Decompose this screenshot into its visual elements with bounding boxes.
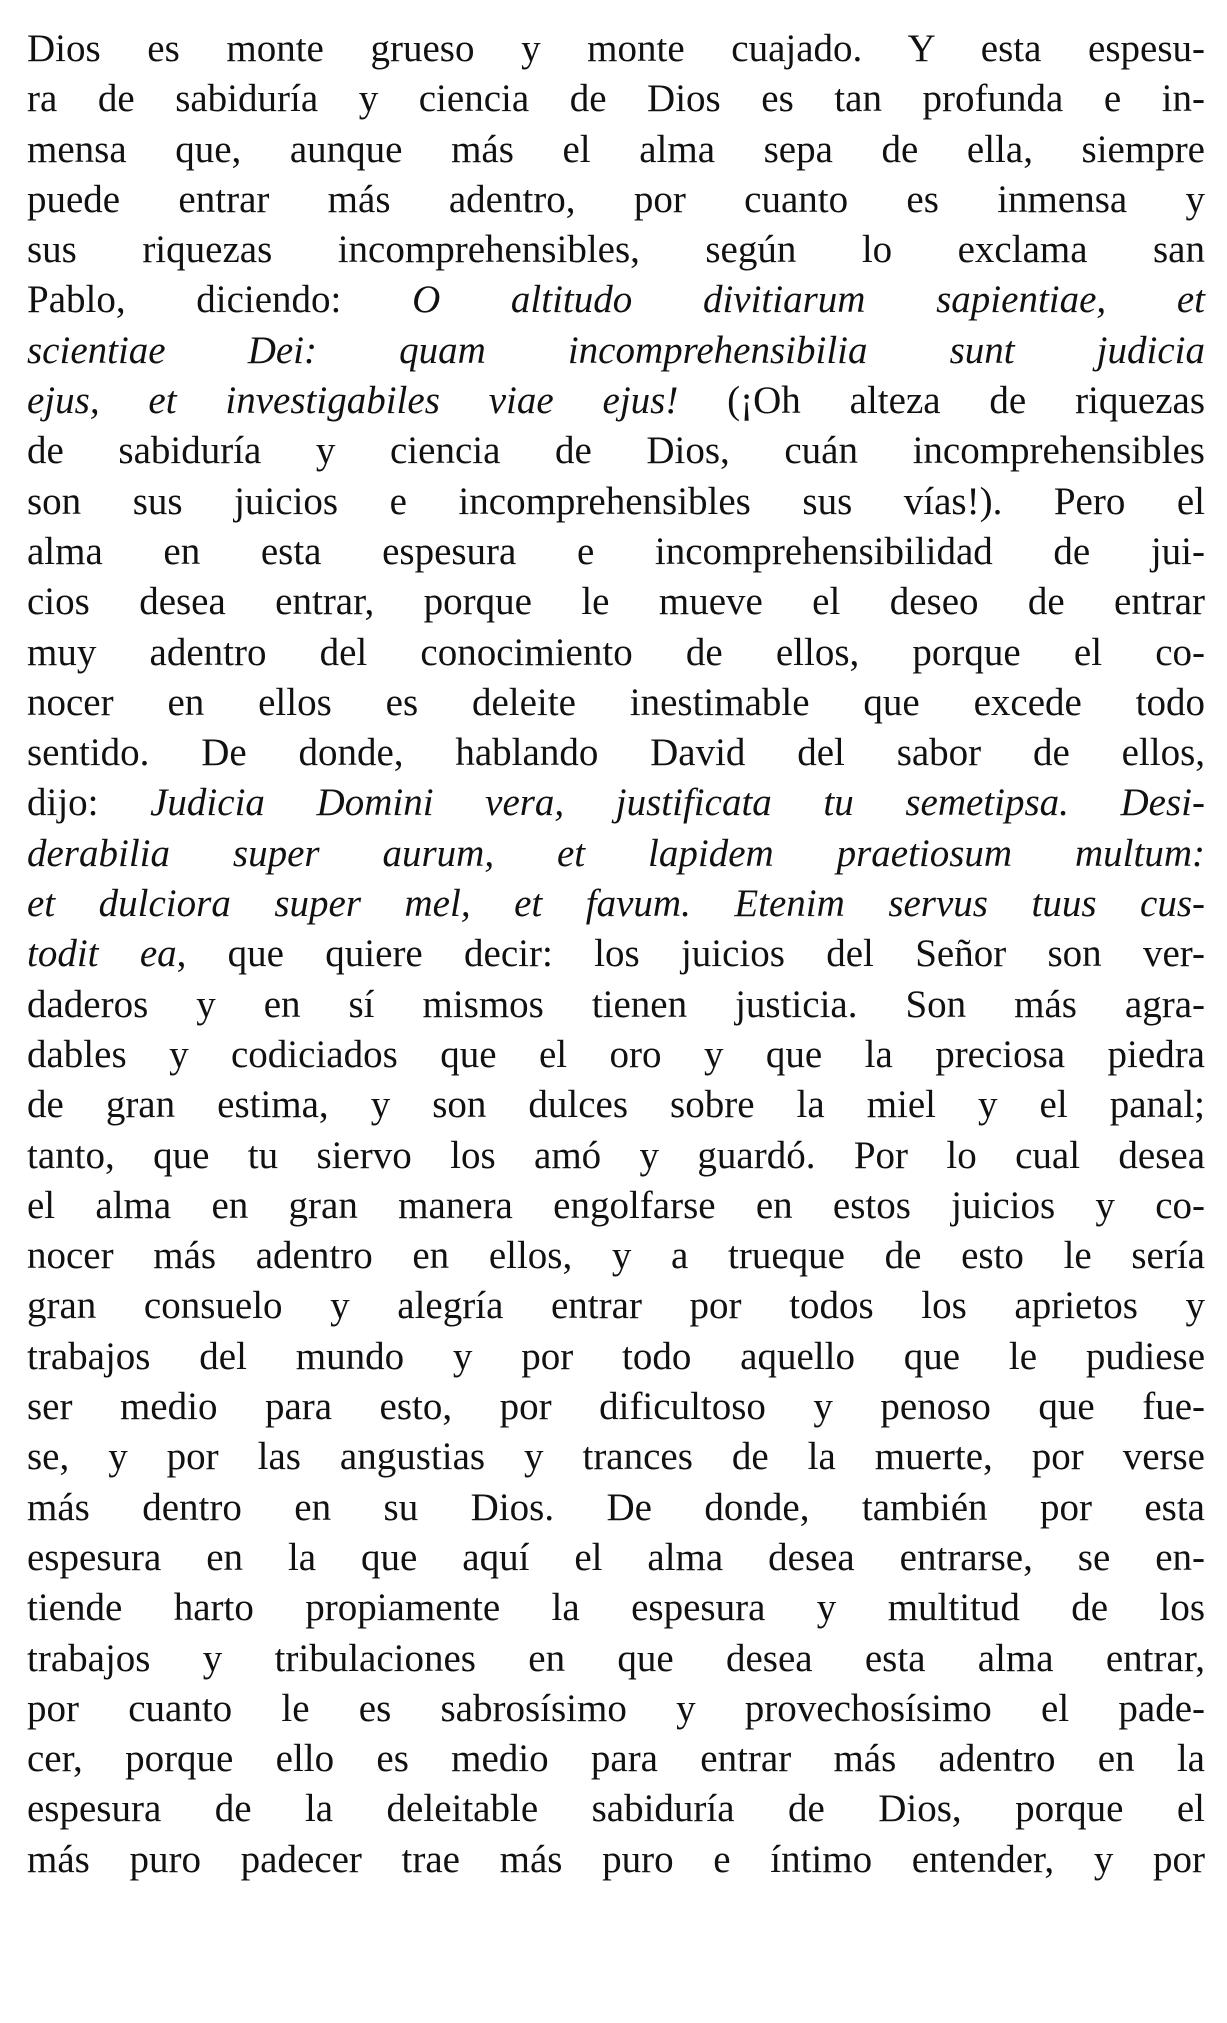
text-line <box>27 229 1205 271</box>
text-line <box>27 581 1205 623</box>
text-line <box>27 1587 1205 1629</box>
text-segment: Pablo, diciendo: <box>27 278 413 322</box>
text-segment: nocer más adentro en ellos, y a trueque de esto le sería <box>27 1234 1205 1278</box>
text-segment: puede entrar más adentro, por cuanto es inmensa y <box>27 177 1205 221</box>
text-line <box>27 1084 1205 1126</box>
text-line <box>27 933 1205 975</box>
text-segment: dijo: <box>27 781 151 825</box>
text-line <box>27 430 1205 472</box>
text-line <box>27 129 1205 171</box>
text-segment: trabajos y tribulaciones en que desea esta alma entrar, <box>27 1636 1205 1680</box>
latin-quote-segment: todit ea <box>27 932 177 976</box>
text-line <box>27 1688 1205 1730</box>
text-line <box>27 330 1205 372</box>
latin-quote-segment: derabilia super aurum, et lapidem praetiosum multum: <box>27 831 1205 875</box>
text-segment: tanto, que tu siervo los amó y guardó. Por lo cual desea <box>27 1133 1205 1177</box>
text-line <box>27 984 1205 1026</box>
text-segment: sus riquezas incomprehensibles, según lo exclama san <box>27 228 1205 272</box>
text-line <box>27 531 1205 573</box>
text-line <box>27 1285 1205 1327</box>
text-line <box>27 28 1205 70</box>
text-line <box>27 1638 1205 1680</box>
text-segment: tiende harto propiamente la espesura y multitud de los <box>27 1586 1205 1630</box>
text-segment: se, y por las angustias y trances de la muerte, por verse <box>27 1435 1205 1479</box>
text-line <box>27 833 1205 875</box>
text-line <box>27 732 1205 774</box>
text-segment: espesura de la deleitable sabiduría de Dios, porque el <box>27 1787 1205 1831</box>
latin-quote-segment: scientiae Dei: quam incomprehensibilia sunt judicia <box>27 328 1205 372</box>
text-segment: cer, porque ello es medio para entrar más adentro en la <box>27 1737 1205 1781</box>
text-line <box>27 179 1205 221</box>
text-segment: son sus juicios e incomprehensibles sus vías!). Pero el <box>27 479 1205 523</box>
text-segment: gran consuelo y alegría entrar por todos los aprietos y <box>27 1284 1205 1328</box>
latin-quote-segment: ejus, et investigabiles viae ejus! <box>27 379 679 423</box>
text-segment: cios desea entrar, porque le mueve el deseo de entrar <box>27 580 1205 624</box>
text-segment: de gran estima, y son dulces sobre la miel y el panal; <box>27 1083 1205 1127</box>
text-line <box>27 1336 1205 1378</box>
text-segment: daderos y en sí mismos tienen justicia. Son más agra- <box>27 982 1205 1026</box>
text-line <box>27 1738 1205 1780</box>
text-segment: el alma en gran manera engolfarse en estos juicios y co- <box>27 1183 1205 1227</box>
text-segment: más puro padecer trae más puro e íntimo entender, y por <box>27 1837 1205 1881</box>
text-line <box>27 380 1205 422</box>
body-text <box>27 28 1205 1889</box>
text-line <box>27 1185 1205 1227</box>
text-segment: más dentro en su Dios. De donde, también por esta <box>27 1485 1205 1529</box>
text-line <box>27 1386 1205 1428</box>
text-line <box>27 1135 1205 1177</box>
text-segment: de sabiduría y ciencia de Dios, cuán incomprehensibles <box>27 429 1205 473</box>
text-line <box>27 481 1205 523</box>
text-line <box>27 1537 1205 1579</box>
text-segment: (¡Oh alteza de riquezas <box>678 379 1205 423</box>
text-segment: , que quiere decir: los juicios del Señor son ver- <box>176 932 1205 976</box>
text-line <box>27 883 1205 925</box>
text-segment: ser medio para esto, por dificultoso y penoso que fue- <box>27 1385 1205 1429</box>
text-segment: Dios es monte grueso y monte cuajado. Y esta espesu- <box>27 27 1205 70</box>
text-line <box>27 1487 1205 1529</box>
text-line <box>27 682 1205 724</box>
text-segment: por cuanto le es sabrosísimo y provechosísimo el pade- <box>27 1686 1205 1730</box>
latin-quote-segment: et dulciora super mel, et favum. Etenim servus tuus cus- <box>27 882 1205 926</box>
text-line <box>27 782 1205 824</box>
text-line <box>27 1436 1205 1478</box>
latin-quote-segment: Judicia Domini vera, justificata tu semetipsa. Desi- <box>150 781 1205 825</box>
text-segment: muy adentro del conocimiento de ellos, porque el co- <box>27 630 1205 674</box>
text-line <box>27 78 1205 120</box>
latin-quote-segment: O altitudo divitiarum sapientiae, et <box>412 278 1205 322</box>
text-segment: sentido. De donde, hablando David del sabor de ellos, <box>27 731 1205 775</box>
text-segment: ra de sabiduría y ciencia de Dios es tan profunda e in- <box>27 77 1205 121</box>
text-line <box>27 632 1205 674</box>
text-segment: trabajos del mundo y por todo aquello que le pudiese <box>27 1334 1205 1378</box>
text-segment: nocer en ellos es deleite inestimable que excede todo <box>27 680 1205 724</box>
text-segment: dables y codiciados que el oro y que la preciosa piedra <box>27 1032 1205 1076</box>
text-line <box>27 1034 1205 1076</box>
text-segment: alma en esta espesura e incomprehensibilidad de jui- <box>27 529 1205 573</box>
text-line <box>27 279 1205 321</box>
text-segment: mensa que, aunque más el alma sepa de ella, siempre <box>27 127 1205 171</box>
text-line <box>27 1839 1205 1881</box>
text-line <box>27 1788 1205 1830</box>
text-segment: espesura en la que aquí el alma desea entrarse, se en- <box>27 1535 1205 1579</box>
text-line <box>27 1235 1205 1277</box>
